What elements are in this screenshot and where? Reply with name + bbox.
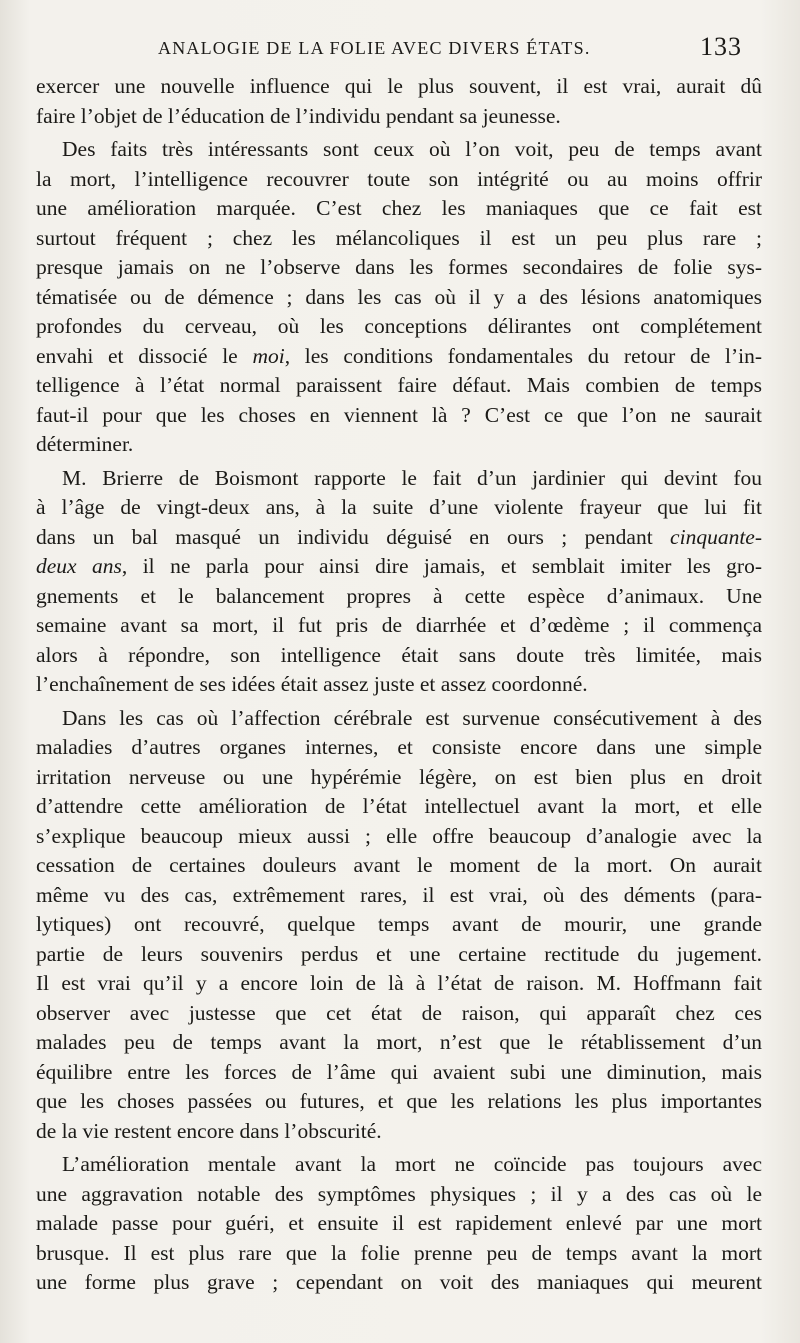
text-line: une amélioration marquée. C’est chez les maniaques que ce fait est [36, 196, 762, 220]
text-line: Dans les cas où l’affection cérébrale est survenue consécutivement à des [62, 705, 762, 730]
text-line: exercer une nouvelle influence qui le plus souvent, il est vrai, aurait dû [36, 74, 762, 98]
text-line: semaine avant sa mort, il fut pris de diarrhée et d’œdème ; il commença [36, 613, 762, 637]
text-line: la mort, l’intelligence recouvrer toute son intégrité ou au moins offrir [36, 166, 762, 191]
running-title: ANALOGIE DE LA FOLIE AVEC DIVERS ÉTATS. [158, 38, 591, 58]
text-line: observer avec justesse que cet état de raison, qui apparaît chez ces [36, 1000, 762, 1025]
text-line: même vu des cas, extrêmement rares, il est vrai, où des déments (para- [36, 882, 762, 907]
text-line: surtout fréquent ; chez les mélancoliques il est un peu plus rare ; [36, 225, 762, 250]
text-line: L’amélioration mentale avant la mort ne coïncide pas toujours avec [62, 1152, 762, 1176]
text-line: déterminer. [36, 432, 134, 456]
page-number: 133 [700, 32, 742, 61]
text-line: une forme plus grave ; cependant on voit des maniaques qui meurent [36, 1270, 762, 1294]
text-line: lytiques) ont recouvré, quelque temps avant de mourir, une grande [36, 912, 762, 936]
text-line: presque jamais on ne l’observe dans les formes secondaires de folie sys- [36, 255, 762, 279]
text-line: malades peu de temps avant la mort, n’est que le rétablissement d’un [36, 1030, 762, 1054]
text-line: partie de leurs souvenirs perdus et une certaine rectitude du jugement. [36, 941, 762, 966]
text-line [36, 342, 762, 372]
text-line: faire l’objet de l’éducation de l’individu pendant sa jeunesse. [36, 103, 561, 128]
text-line: que les choses passées ou futures, et que les relations les plus importantes [36, 1089, 762, 1113]
italic-word: cinquante- [670, 524, 762, 549]
text-line: faut-il pour que les choses en viennent là ? C’est ce que l’on ne saurait [36, 402, 762, 427]
text-line: l’enchaînement de ses idées était assez juste et assez coordonné. [36, 672, 588, 696]
text-line: de la vie restent encore dans l’obscurité. [36, 1118, 382, 1143]
text-line: à l’âge de vingt-deux ans, à la suite d’une violente frayeur que lui fit [36, 495, 762, 519]
italic-word: deux ans [36, 554, 122, 578]
text-line: cessation de certaines douleurs avant le moment de la mort. On aurait [36, 853, 762, 877]
text-line: maladies d’autres organes internes, et consiste encore dans une simple [36, 735, 762, 759]
text-line: irritation nerveuse ou une hypérémie légère, on est bien plus en droit [36, 764, 762, 789]
text-line [36, 523, 762, 553]
text-line [36, 552, 762, 582]
text-line: gnements et le balancement propres à cette espèce d’animaux. Une [36, 583, 762, 608]
text-line: M. Brierre de Boismont rapporte le fait d’un jardinier qui devint fou [62, 465, 762, 490]
italic-word: moi [252, 343, 285, 368]
text-segment: , il ne parla pour ainsi dire jamais, et semblait imiter les gro- [121, 554, 763, 578]
text-line: telligence à l’état normal paraissent faire défaut. Mais combien de temps [36, 373, 762, 397]
text-line: d’attendre cette amélioration de l’état intellectuel avant la mort, et elle [36, 794, 762, 818]
text-line: équilibre entre les forces de l’âme qui avaient subi une diminution, mais [36, 1059, 762, 1084]
text-line: Des faits très intéressants sont ceux où l’on voit, peu de temps avant [62, 137, 762, 161]
text-line: malade passe pour guéri, et ensuite il est rapidement enlevé par une mort [36, 1211, 762, 1235]
text-line: Il est vrai qu’il y a encore loin de là à l’état de raison. M. Hoffmann fait [36, 971, 762, 995]
body-text [36, 72, 762, 1298]
text-segment: dans un bal masqué un individu déguisé en ours ; pendant [36, 524, 671, 549]
text-line: brusque. Il est plus rare que la folie prenne peu de temps avant la mort [36, 1240, 762, 1265]
text-segment: , les conditions fondamentales du retour de l’in- [284, 343, 762, 368]
text-line: profondes du cerveau, où les conceptions délirantes ont complétement [36, 314, 762, 338]
text-line: une aggravation notable des symptômes physiques ; il y a des cas où le [36, 1181, 762, 1206]
text-line: alors à répondre, son intelligence était sans doute très limitée, mais [36, 642, 762, 667]
text-segment: envahi et dissocié le [36, 343, 253, 368]
text-line: s’explique beaucoup mieux aussi ; elle offre beaucoup d’analogie avec la [36, 823, 762, 848]
text-line: tématisée ou de démence ; dans les cas où il y a des lésions anatomiques [36, 284, 762, 309]
running-head [36, 32, 742, 68]
